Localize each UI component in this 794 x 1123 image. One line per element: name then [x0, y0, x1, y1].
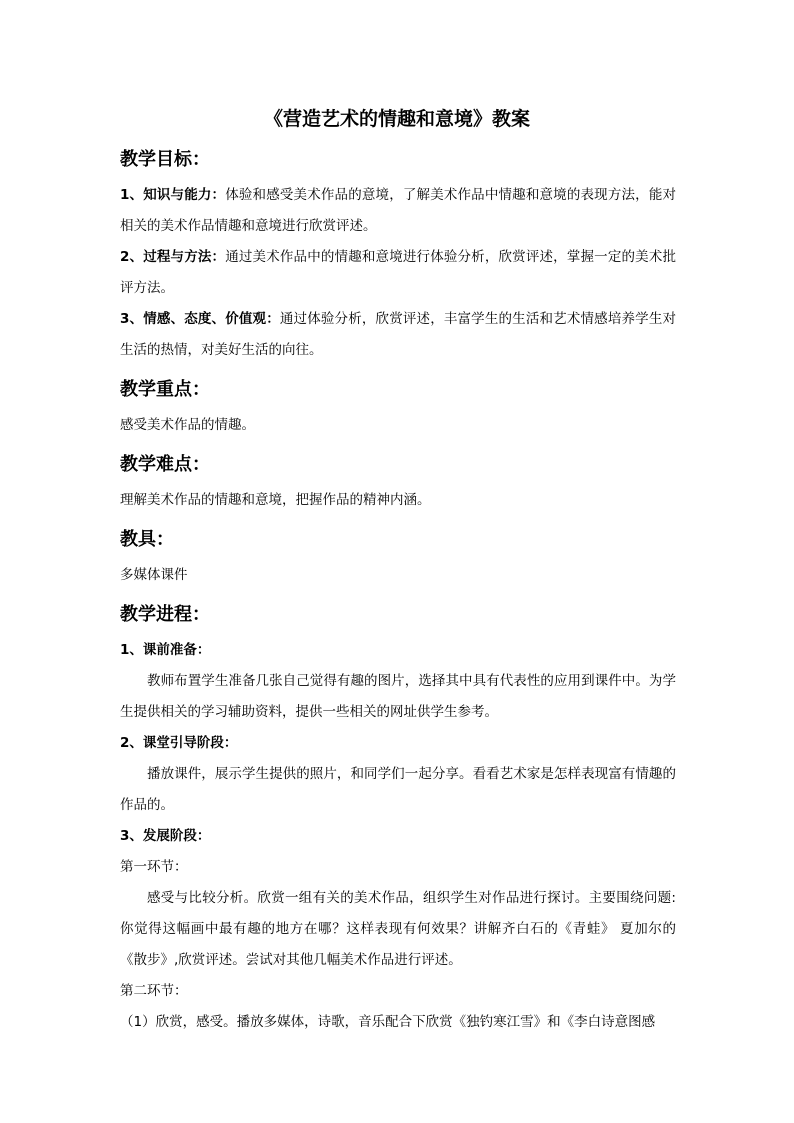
goal-text: 体验和感受美术作品的意境，了解美术作品中情趣和意境的表现方法，能对相关的美术作品情趣和意境进行欣赏评述。 — [120, 187, 676, 234]
goal-label: 3、情感、态度、价值观： — [120, 311, 280, 327]
goal-text: 通过美术作品中的情趣和意境进行体验分析，欣赏评述，掌握一定的美术批评方法。 — [120, 249, 676, 296]
key-point-text: 感受美术作品的情趣。 — [120, 417, 255, 433]
goals-heading: 教学目标： — [120, 149, 210, 170]
step3-part1-text: 感受与比较分析。欣赏一组有关的美术作品，组织学生对作品进行探讨。主要围绕问题:你觉得这幅画中最有趣的地方在哪？这样表现有何效果？讲解齐白石的《青蛙》 夏加尔的《散步》,欣赏评述。尝试对其他几幅美术作品进行评述。 — [120, 890, 676, 968]
tools-heading: 教具： — [120, 529, 174, 550]
difficulty-heading: 教学难点： — [120, 454, 210, 475]
step2-text: 播放课件，展示学生提供的照片，和同学们一起分享。看看艺术家是怎样表现富有情趣的作品的。 — [120, 766, 676, 813]
step1-heading: 1、课前准备： — [120, 642, 211, 658]
goal-item-emotion — [120, 304, 676, 366]
document-title: 《营造艺术的情趣和意境》教案 — [263, 108, 530, 130]
goal-text: 通过体验分析，欣赏评述，丰富学生的生活和艺术情感培养学生对生活的热情，对美好生活的向往。 — [120, 311, 676, 358]
goal-item-process — [120, 242, 676, 304]
step2-heading: 2、课堂引导阶段： — [120, 735, 238, 751]
step3-part1-label: 第一环节： — [120, 859, 188, 875]
step3-part2-text: （1）欣赏，感受。播放多媒体，诗歌，音乐配合下欣赏《独钓寒江雪》和《李白诗意图感 — [120, 1014, 656, 1030]
goal-label: 2、过程与方法： — [120, 249, 226, 265]
process-heading: 教学进程： — [120, 604, 210, 625]
step3-heading: 3、发展阶段： — [120, 828, 211, 844]
goal-item-knowledge — [120, 180, 676, 242]
tools-text: 多媒体课件 — [120, 567, 188, 583]
step1-text: 教师布置学生准备几张自己觉得有趣的图片，选择其中具有代表性的应用到课件中。为学生提供相关的学习辅助资料，提供一些相关的网址供学生参考。 — [120, 673, 676, 720]
key-point-heading: 教学重点： — [120, 379, 210, 400]
goal-label: 1、知识与能力： — [120, 187, 226, 203]
step3-part2-label: 第二环节： — [120, 983, 188, 999]
document-body — [120, 140, 676, 1038]
difficulty-text: 理解美术作品的情趣和意境，把握作品的精神内涵。 — [120, 492, 431, 508]
